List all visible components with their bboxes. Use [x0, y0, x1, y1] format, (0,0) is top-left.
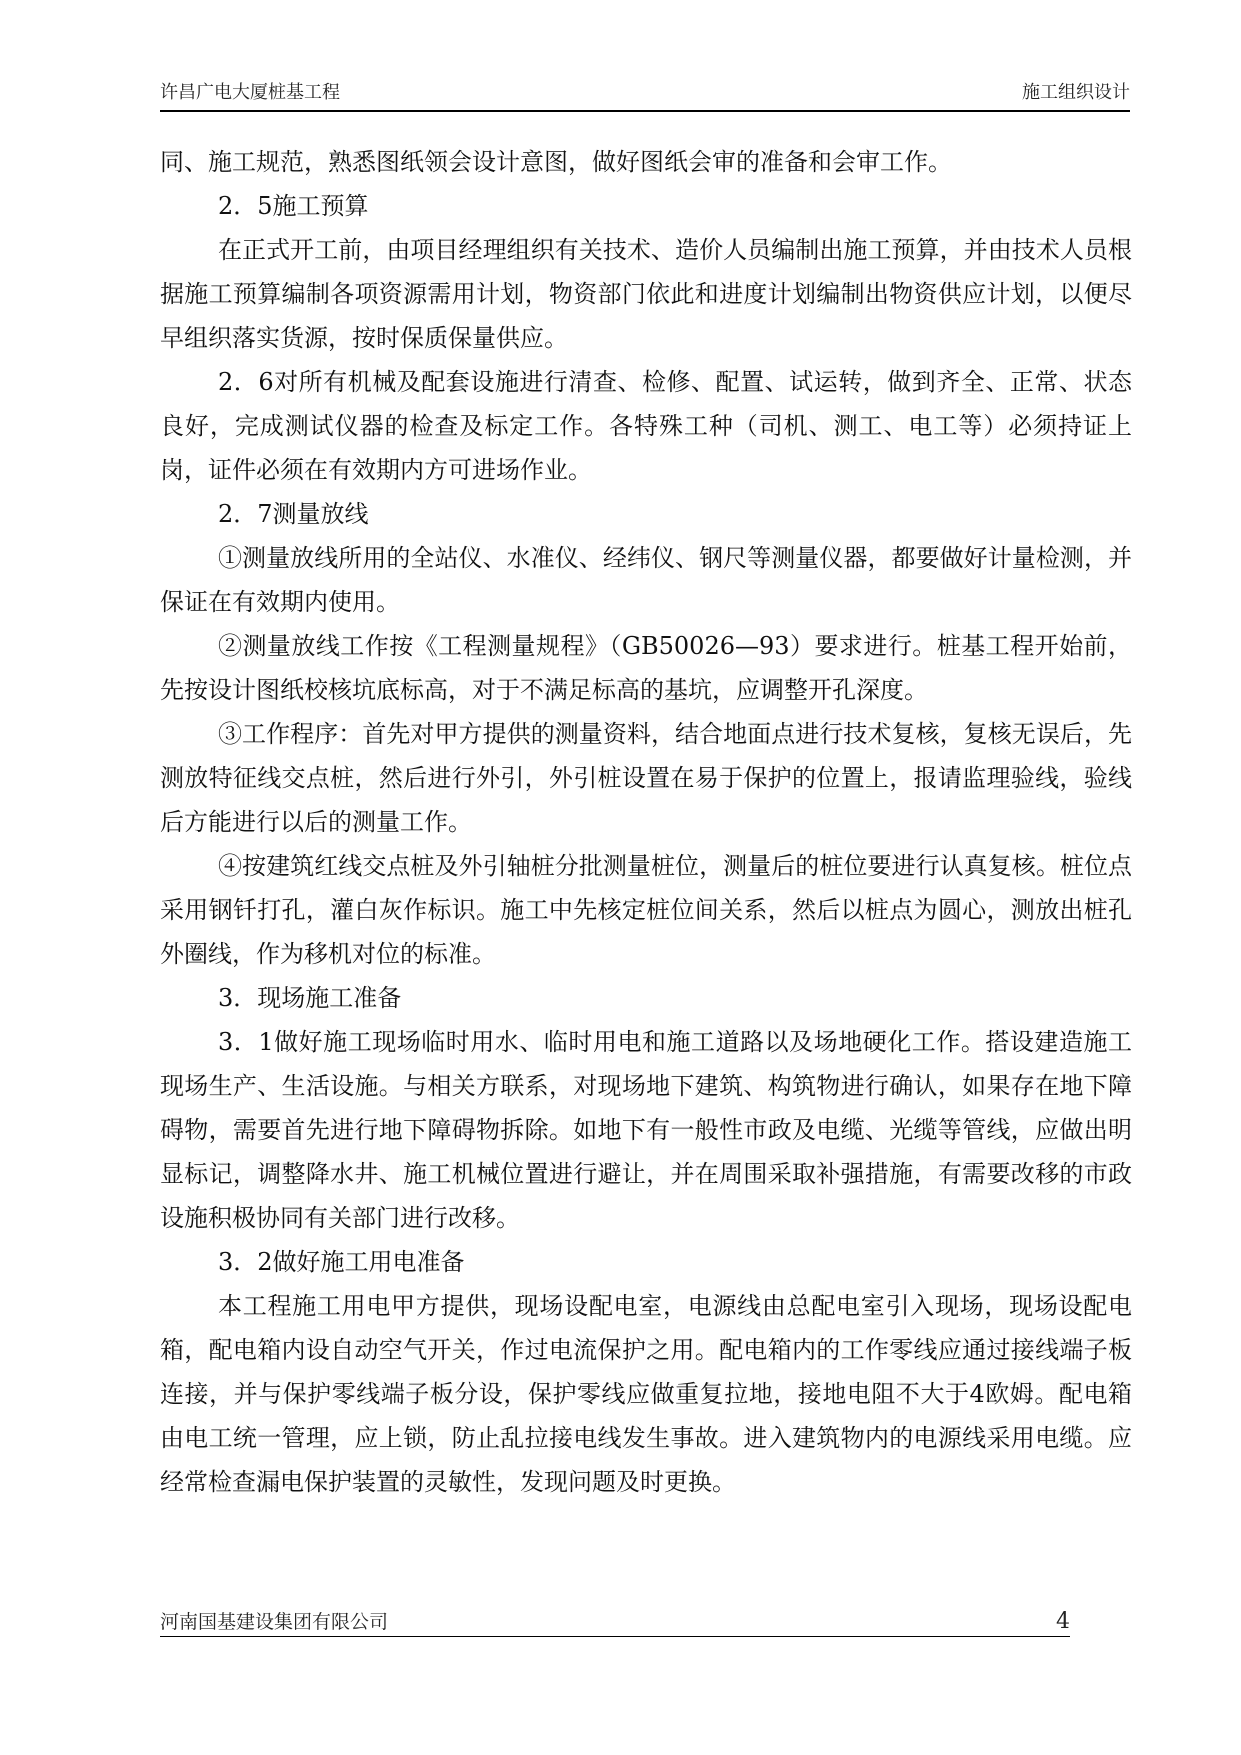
paragraph-power: 本工程施工用电甲方提供，现场设配电室，电源线由总配电室引入现场，现场设配电箱，配电箱内设自动空气开关，作过电流保护之用。配电箱内的工作零线应通过接线端子板连接，并与保护零线端子板分设，保护零线应做重复拉地，接地电阻不大于4欧姆。配电箱由电工统一管理，应上锁，防止乱拉接电线发生事故。进入建筑物内的电源线采用电缆。应经常检查漏电保护装置的灵敏性，发现问题及时更换。 — [160, 1292, 1132, 1496]
paragraph-budget: 在正式开工前，由项目经理组织有关技术、造价人员编制出施工预算，并由技术人员根据施工预算编制各项资源需用计划，物资部门依此和进度计划编制出物资供应计划，以便尽早组织落实货源，按时保质保量供应。 — [160, 236, 1132, 352]
list-item-4: ④按建筑红线交点桩及外引轴桩分批测量桩位，测量后的桩位要进行认真复核。桩位点采用钢钎打孔，灌白灰作标识。施工中先核定桩位间关系，然后以桩点为圆心，测放出桩孔外圈线，作为移机对位的标准。 — [160, 852, 1132, 968]
list-item-3: ③工作程序：首先对甲方提供的测量资料，结合地面点进行技术复核，复核无误后，先测放特征线交点桩，然后进行外引，外引桩设置在易于保护的位置上，报请监理验线，验线后方能进行以后的测量工作。 — [160, 720, 1132, 836]
document-body — [160, 140, 1132, 1504]
list-item-1: ①测量放线所用的全站仪、水准仪、经纬仪、钢尺等测量仪器，都要做好计量检测，并保证在有效期内使用。 — [160, 544, 1132, 616]
page-footer — [160, 1606, 1070, 1637]
heading-2-5: 2．5施工预算 — [218, 192, 369, 220]
paragraph-3-1: 3．1做好施工现场临时用水、临时用电和施工道路以及场地硬化工作。搭设建造施工现场生产、生活设施。与相关方联系，对现场地下建筑、构筑物进行确认，如果存在地下障碍物，需要首先进行地下障碍物拆除。如地下有一般性市政及电缆、光缆等管线，应做出明显标记，调整降水井、施工机械位置进行避让，并在周围采取补强措施，有需要改移的市政设施积极协同有关部门进行改移。 — [160, 1028, 1132, 1232]
page-number: 4 — [1056, 1609, 1070, 1634]
paragraph-continuation: 同、施工规范，熟悉图纸领会设计意图，做好图纸会审的准备和会审工作。 — [160, 148, 952, 176]
list-item-2: ②测量放线工作按《工程测量规程》（GB50026—93）要求进行。桩基工程开始前，先按设计图纸校核坑底标高，对于不满足标高的基坑，应调整开孔深度。 — [160, 632, 1132, 704]
heading-2-7: 2．7测量放线 — [218, 500, 369, 528]
paragraph-2-6: 2．6对所有机械及配套设施进行清查、检修、配置、试运转，做到齐全、正常、状态良好，完成测试仪器的检查及标定工作。各特殊工种（司机、测工、电工等）必须持证上岗，证件必须在有效期内方可进场作业。 — [160, 368, 1132, 484]
footer-company-name: 河南国基建设集团有限公司 — [160, 1611, 389, 1633]
page-header — [160, 76, 1130, 112]
heading-3-2: 3．2做好施工用电准备 — [218, 1248, 465, 1276]
heading-3: 3．现场施工准备 — [218, 984, 402, 1012]
header-project-title: 许昌广电大厦桩基工程 — [160, 82, 340, 103]
header-document-type: 施工组织设计 — [1022, 82, 1130, 103]
